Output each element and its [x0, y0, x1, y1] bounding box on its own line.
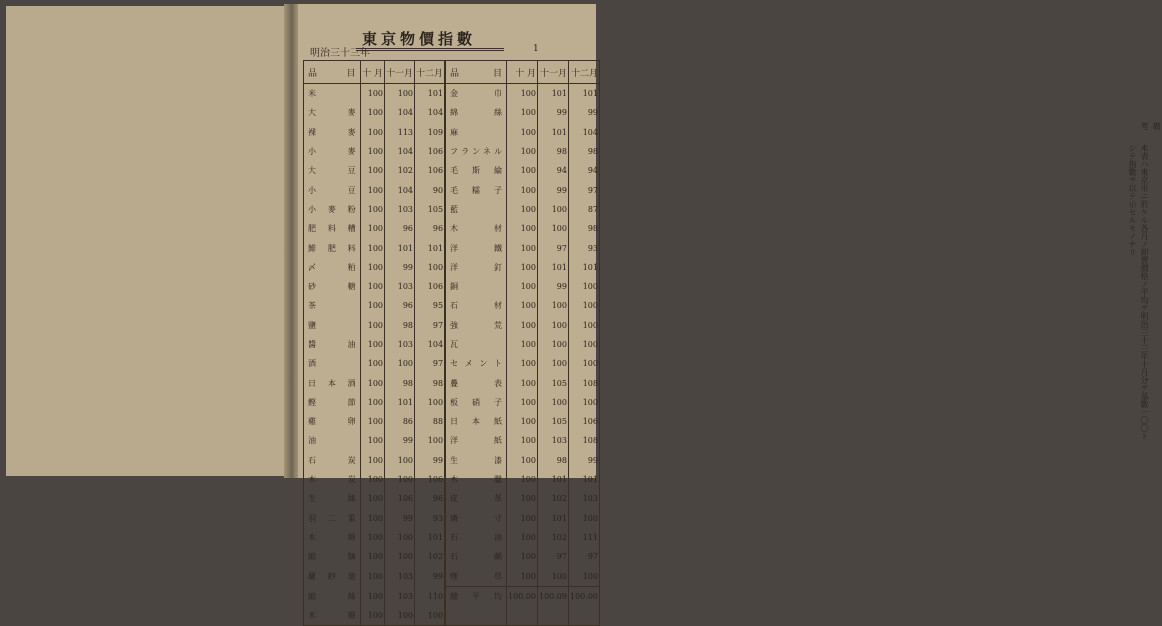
- november-value: 100.09: [537, 586, 568, 606]
- november-value: 86: [385, 412, 415, 431]
- item-name: 木 炭: [304, 470, 361, 489]
- december-value: 88: [415, 412, 446, 431]
- october-value: [506, 606, 537, 626]
- november-value: 94: [537, 161, 568, 180]
- november-value: 100: [385, 606, 415, 626]
- november-value: 98: [385, 373, 415, 392]
- november-value: 103: [385, 335, 415, 354]
- table-row: [304, 354, 600, 373]
- table-row: [304, 470, 600, 489]
- note-body: 本表ハ東京市ニ於ケル各月ノ卸賣價格ノ平均ヲ明治三十三年十月分ヲ基數一〇〇トシテ指數ヲ以テ示セルモノナリ: [1128, 144, 1149, 440]
- table-row: [304, 528, 600, 547]
- november-value: 101: [385, 393, 415, 412]
- october-value: 100: [360, 238, 384, 257]
- item-name: 洋 鐵: [445, 238, 506, 257]
- november-value: 100: [537, 566, 568, 586]
- item-name: 大 麥: [304, 103, 361, 122]
- december-value: 87: [568, 200, 599, 219]
- october-value: 100: [360, 451, 384, 470]
- table-row: [304, 606, 600, 626]
- november-value: 100: [537, 296, 568, 315]
- item-name: 木 綿: [304, 528, 361, 547]
- october-value: 100: [506, 277, 537, 296]
- november-value: 99: [385, 431, 415, 450]
- november-value: 103: [385, 277, 415, 296]
- table-row: [304, 412, 600, 431]
- october-value: 100: [506, 547, 537, 566]
- item-name: 綿 絲: [445, 103, 506, 122]
- october-value: 100: [506, 316, 537, 335]
- item-name: 生 漆: [445, 451, 506, 470]
- item-name: 洋 紙: [445, 431, 506, 450]
- december-value: 97: [415, 316, 446, 335]
- december-value: 106: [415, 470, 446, 489]
- item-name: 肥 料 糟: [304, 219, 361, 238]
- november-value: 103: [537, 431, 568, 450]
- december-value: 98: [415, 373, 446, 392]
- december-value: 101: [568, 470, 599, 489]
- december-value: 100.00: [568, 586, 599, 606]
- table-row: [304, 200, 600, 219]
- december-value: 108: [568, 373, 599, 392]
- november-value: 101: [537, 470, 568, 489]
- december-value: 97: [415, 354, 446, 373]
- october-value: 100: [506, 393, 537, 412]
- december-value: 98: [568, 219, 599, 238]
- november-value: 100: [537, 316, 568, 335]
- item-name: 小 麥: [304, 142, 361, 161]
- november-value: 105: [537, 412, 568, 431]
- column-header-item-2: 品 目: [445, 61, 506, 84]
- page-number: 1: [533, 44, 539, 54]
- december-value: 101: [568, 84, 599, 104]
- item-name: 木 臘: [445, 470, 506, 489]
- december-value: 90: [415, 180, 446, 199]
- october-value: 100.00: [506, 586, 537, 606]
- november-value: 99: [385, 258, 415, 277]
- december-value: 93: [415, 509, 446, 528]
- october-value: 100: [506, 489, 537, 508]
- november-value: 113: [385, 123, 415, 142]
- item-name: 皮 革: [445, 489, 506, 508]
- table-row: [304, 547, 600, 566]
- item-name: 總 平 均: [445, 586, 506, 606]
- october-value: 100: [360, 431, 384, 450]
- december-value: 106: [415, 161, 446, 180]
- october-value: 100: [506, 528, 537, 547]
- item-name: 燐 寸: [445, 509, 506, 528]
- october-value: 100: [360, 509, 384, 528]
- december-value: 101: [568, 258, 599, 277]
- november-value: 102: [385, 161, 415, 180]
- november-value: 97: [537, 547, 568, 566]
- november-value: 98: [537, 451, 568, 470]
- november-value: 104: [385, 180, 415, 199]
- october-value: 100: [506, 509, 537, 528]
- december-value: 104: [415, 335, 446, 354]
- december-value: 100: [415, 258, 446, 277]
- october-value: 100: [360, 84, 384, 104]
- december-value: 100: [415, 431, 446, 450]
- october-value: 100: [506, 451, 537, 470]
- november-value: 100: [537, 335, 568, 354]
- october-value: 100: [506, 412, 537, 431]
- table-row: [304, 123, 600, 142]
- item-name: 茶: [304, 296, 361, 315]
- october-value: 100: [360, 277, 384, 296]
- november-value: 101: [385, 238, 415, 257]
- item-name: 煙 草: [445, 566, 506, 586]
- october-value: 100: [360, 180, 384, 199]
- october-value: 100: [360, 103, 384, 122]
- october-value: 100: [360, 335, 384, 354]
- item-name: 〆 粕: [304, 258, 361, 277]
- table-row: [304, 509, 600, 528]
- item-name: 酒: [304, 354, 361, 373]
- item-name: 小 豆: [304, 180, 361, 199]
- table-row: [304, 219, 600, 238]
- december-value: 99: [568, 103, 599, 122]
- item-name: 金 巾: [445, 84, 506, 104]
- october-value: 100: [506, 566, 537, 586]
- december-value: 95: [415, 296, 446, 315]
- december-value: 101: [415, 238, 446, 257]
- november-value: 100: [385, 547, 415, 566]
- november-value: 100: [537, 219, 568, 238]
- october-value: 100: [506, 142, 537, 161]
- december-value: 97: [568, 547, 599, 566]
- november-value: 99: [537, 103, 568, 122]
- november-value: 96: [385, 219, 415, 238]
- november-value: 102: [537, 489, 568, 508]
- table-row: [304, 161, 600, 180]
- table-row: [304, 103, 600, 122]
- october-value: 100: [360, 258, 384, 277]
- item-name: 藍: [445, 200, 506, 219]
- november-value: 103: [385, 566, 415, 586]
- item-name: 疊 表: [445, 373, 506, 392]
- december-value: 100: [568, 566, 599, 586]
- october-value: 100: [360, 142, 384, 161]
- december-value: 109: [415, 123, 446, 142]
- column-header-item: 品 目: [304, 61, 361, 84]
- november-value: 101: [537, 84, 568, 104]
- item-name: 醬 油: [304, 335, 361, 354]
- december-value: 106: [568, 412, 599, 431]
- december-value: 106: [415, 277, 446, 296]
- column-header-december-2: 十二月: [568, 61, 599, 84]
- october-value: 100: [360, 393, 384, 412]
- december-value: 99: [415, 566, 446, 586]
- item-name: 鯡 肥 料: [304, 238, 361, 257]
- october-value: 100: [360, 296, 384, 315]
- december-value: 98: [568, 142, 599, 161]
- november-value: 100: [385, 84, 415, 104]
- december-value: 105: [415, 200, 446, 219]
- november-value: 104: [385, 103, 415, 122]
- table-row: [304, 431, 600, 450]
- october-value: 100: [506, 123, 537, 142]
- november-value: 103: [385, 586, 415, 606]
- era-label: 明治三十三年: [310, 48, 370, 59]
- november-value: 101: [537, 258, 568, 277]
- october-value: 100: [506, 354, 537, 373]
- december-value: 100: [568, 354, 599, 373]
- item-name: [445, 606, 506, 626]
- december-value: 100: [568, 509, 599, 528]
- table-row: [304, 142, 600, 161]
- october-value: 100: [506, 103, 537, 122]
- item-name: フランネル: [445, 142, 506, 161]
- price-index-table: [303, 60, 600, 626]
- november-value: 106: [385, 489, 415, 508]
- december-value: 97: [568, 180, 599, 199]
- table-row: [304, 316, 600, 335]
- october-value: 100: [360, 316, 384, 335]
- table-row: [304, 373, 600, 392]
- table-row: [304, 296, 600, 315]
- december-value: 93: [568, 238, 599, 257]
- item-name: 雞 卵: [304, 412, 361, 431]
- december-value: 96: [415, 219, 446, 238]
- item-name: 鹽: [304, 316, 361, 335]
- page-title: 東京物價指數: [362, 30, 477, 48]
- table-row: [304, 393, 600, 412]
- item-name: 油: [304, 431, 361, 450]
- october-value: 100: [360, 566, 384, 586]
- item-name: セメント: [445, 354, 506, 373]
- item-name: 瓦: [445, 335, 506, 354]
- december-value: 100: [568, 335, 599, 354]
- item-name: 羽 二 重: [304, 509, 361, 528]
- october-value: 100: [360, 161, 384, 180]
- october-value: 100: [360, 489, 384, 508]
- item-name: 米: [304, 84, 361, 104]
- item-name: 縮 緬: [304, 547, 361, 566]
- december-value: 108: [568, 431, 599, 450]
- item-name: 大 豆: [304, 161, 361, 180]
- column-header-october: 十 月: [360, 61, 384, 84]
- december-value: 99: [568, 451, 599, 470]
- item-name: 木 綿: [304, 606, 361, 626]
- december-value: 101: [415, 528, 446, 547]
- october-value: 100: [360, 586, 384, 606]
- item-name: 日 本 紙: [445, 412, 506, 431]
- table-row: [304, 566, 600, 586]
- november-value: [537, 606, 568, 626]
- december-value: 99: [415, 451, 446, 470]
- item-name: 生 絲: [304, 489, 361, 508]
- november-value: 100: [537, 200, 568, 219]
- column-header-november-2: 十一月: [537, 61, 568, 84]
- table-row: [304, 180, 600, 199]
- november-value: 96: [385, 296, 415, 315]
- december-value: [568, 606, 599, 626]
- november-value: 100: [385, 528, 415, 547]
- item-name: 石 油: [445, 528, 506, 547]
- october-value: 100: [360, 547, 384, 566]
- left-page: [6, 6, 288, 476]
- item-name: 石 炭: [304, 451, 361, 470]
- october-value: 100: [506, 296, 537, 315]
- december-value: 94: [568, 161, 599, 180]
- october-value: 100: [360, 606, 384, 626]
- item-name: 銅: [445, 277, 506, 296]
- november-value: 104: [385, 142, 415, 161]
- november-value: 100: [537, 354, 568, 373]
- title-underline: [356, 48, 504, 51]
- column-header-november: 十一月: [385, 61, 415, 84]
- item-name: 麻: [445, 123, 506, 142]
- december-value: 101: [415, 84, 446, 104]
- table-row: [304, 335, 600, 354]
- december-value: 100: [415, 393, 446, 412]
- october-value: 100: [506, 180, 537, 199]
- table-row: [304, 84, 600, 104]
- december-value: 100: [568, 393, 599, 412]
- november-value: 98: [385, 316, 415, 335]
- item-name: 羅 紗 地: [304, 566, 361, 586]
- october-value: 100: [506, 238, 537, 257]
- november-value: 105: [537, 373, 568, 392]
- table-row: [304, 258, 600, 277]
- table-row: [304, 277, 600, 296]
- column-header-october-2: 十 月: [506, 61, 537, 84]
- december-value: 103: [568, 489, 599, 508]
- november-value: 99: [385, 509, 415, 528]
- table-row: [304, 586, 600, 606]
- december-value: 100: [568, 316, 599, 335]
- december-value: 100: [568, 296, 599, 315]
- november-value: 98: [537, 142, 568, 161]
- item-name: 石 鹸: [445, 547, 506, 566]
- october-value: 100: [360, 412, 384, 431]
- item-name: 木 材: [445, 219, 506, 238]
- october-value: 100: [360, 373, 384, 392]
- note-heading: 備考: [1140, 122, 1161, 130]
- item-name: 毛 斯 綸: [445, 161, 506, 180]
- october-value: 100: [360, 219, 384, 238]
- item-name: 強 荒: [445, 316, 506, 335]
- december-value: 111: [568, 528, 599, 547]
- october-value: 100: [506, 335, 537, 354]
- november-value: 100: [537, 393, 568, 412]
- table-body: [304, 84, 600, 626]
- item-name: 洋 釘: [445, 258, 506, 277]
- november-value: 100: [385, 354, 415, 373]
- december-value: 100: [568, 277, 599, 296]
- item-name: 板 硝 子: [445, 393, 506, 412]
- item-name: 縮 絲: [304, 586, 361, 606]
- december-value: 106: [415, 142, 446, 161]
- october-value: 100: [360, 528, 384, 547]
- november-value: 101: [537, 509, 568, 528]
- october-value: 100: [506, 470, 537, 489]
- item-name: 日 本 酒: [304, 373, 361, 392]
- december-value: 104: [415, 103, 446, 122]
- october-value: 100: [506, 161, 537, 180]
- item-name: 石 材: [445, 296, 506, 315]
- november-value: 101: [537, 123, 568, 142]
- table-row: [304, 451, 600, 470]
- october-value: 100: [506, 219, 537, 238]
- november-value: 100: [385, 451, 415, 470]
- item-name: 鰹 節: [304, 393, 361, 412]
- october-value: 100: [506, 200, 537, 219]
- december-value: 104: [568, 123, 599, 142]
- november-value: 99: [537, 180, 568, 199]
- november-value: 102: [537, 528, 568, 547]
- november-value: 97: [537, 238, 568, 257]
- table-row: [304, 489, 600, 508]
- november-value: 99: [537, 277, 568, 296]
- december-value: 100: [415, 606, 446, 626]
- october-value: 100: [360, 123, 384, 142]
- table-header-row: [304, 61, 600, 84]
- item-name: 毛 糯 子: [445, 180, 506, 199]
- october-value: 100: [506, 258, 537, 277]
- october-value: 100: [360, 200, 384, 219]
- october-value: 100: [506, 431, 537, 450]
- item-name: 小 麥 粉: [304, 200, 361, 219]
- october-value: 100: [506, 373, 537, 392]
- table-row: [304, 238, 600, 257]
- october-value: 100: [506, 84, 537, 104]
- item-name: 裸 麥: [304, 123, 361, 142]
- item-name: 砂 糖: [304, 277, 361, 296]
- column-header-december: 十二月: [415, 61, 446, 84]
- october-value: 100: [360, 470, 384, 489]
- november-value: 100: [385, 470, 415, 489]
- december-value: 110: [415, 586, 446, 606]
- november-value: 103: [385, 200, 415, 219]
- december-value: 96: [415, 489, 446, 508]
- december-value: 102: [415, 547, 446, 566]
- october-value: 100: [360, 354, 384, 373]
